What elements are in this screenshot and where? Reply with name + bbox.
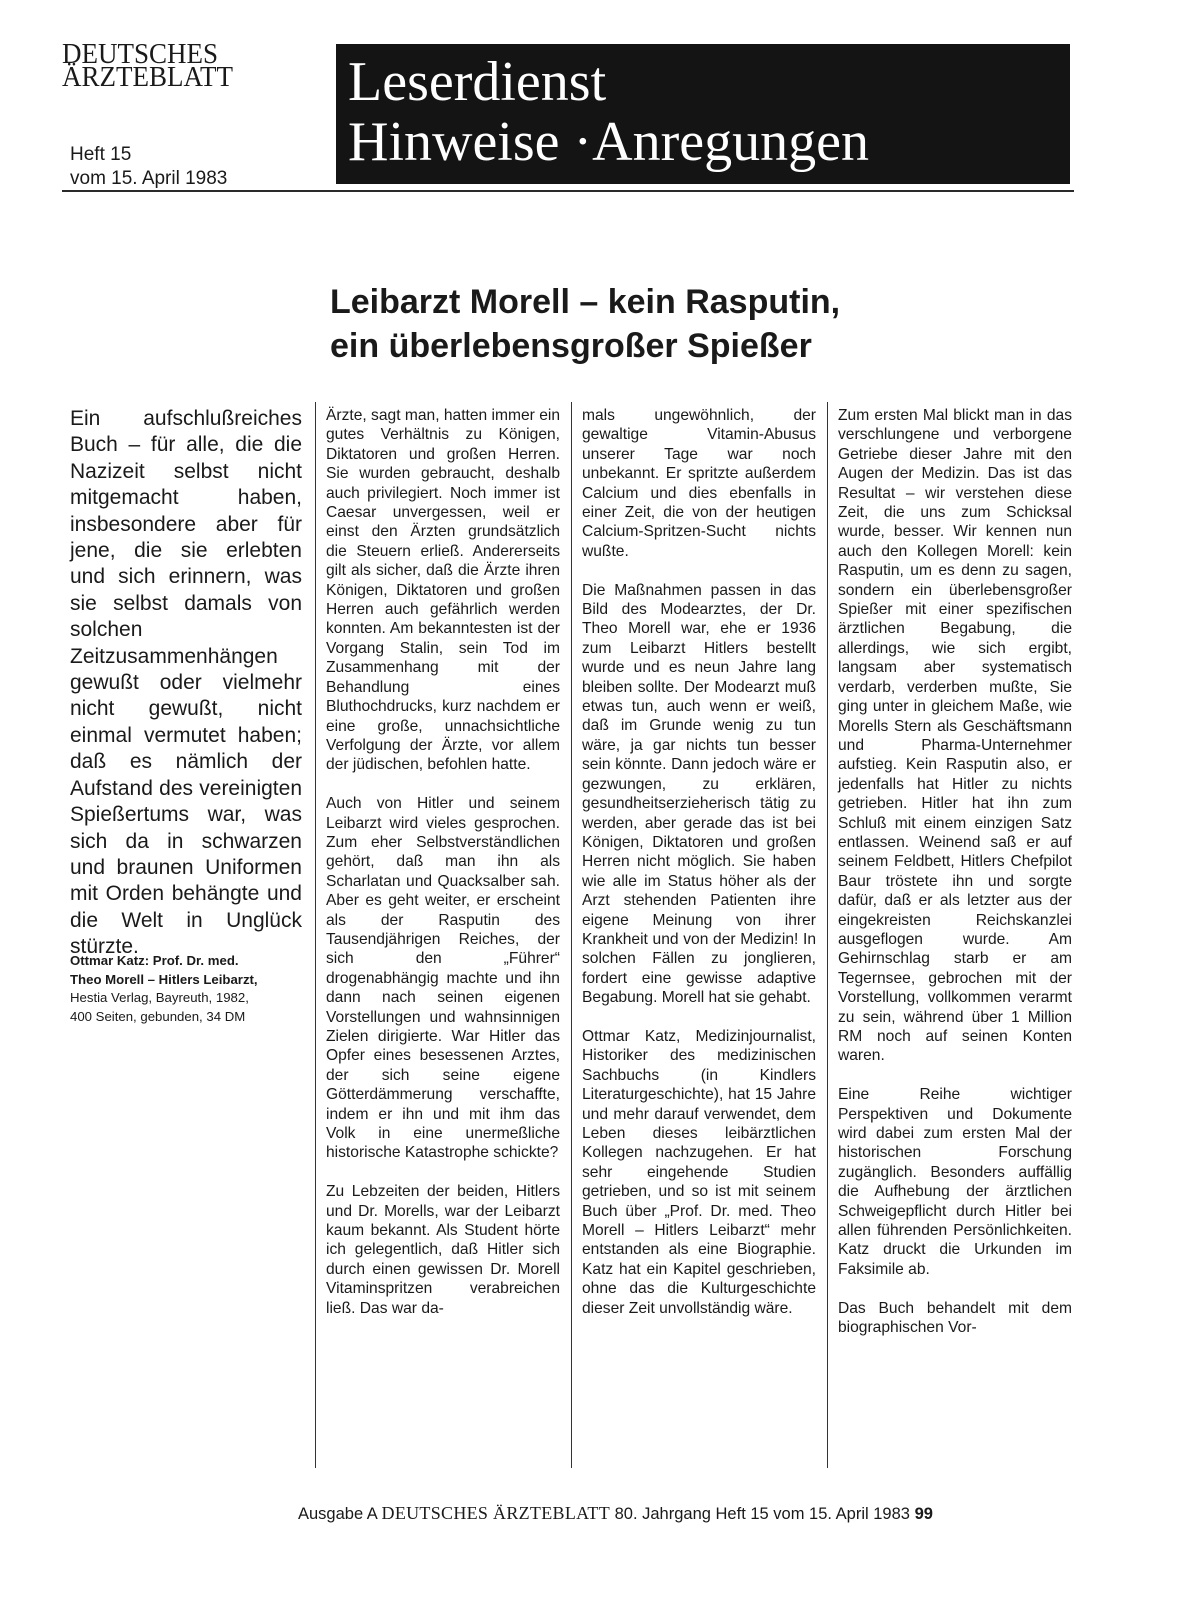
column-divider [571,402,572,1468]
paragraph: Zum ersten Mal blickt man in das verschlungene und verborgene Getriebe dieser Jahre mit den Augen der Medizin. Das ist das Resultat – wir verstehen diese Zeit, die uns zum Schicksal wurde, besser. Wir kennen nun auch den Kollegen Morell: kein Rasputin, um es denn zu sagen, sondern ein überlebensgroßer Spießer mit einer spezifischen ärztlichen Begabung, die allerdings, wie sich ergibt, langsam aber systematisch verdarb, verderben mußte, Sie ging unter in gleichem Maße, wie Morells Stern als Geschäftsmann und Pharma-Unternehmer aufstieg. Kein Rasputin also, er jedenfalls hat Hitler zu nichts getrieben. Hitler hat ihn zum Schluß mit einem einzigen Satz entlassen. Weinend saß er auf seinem Feldbett, Hitlers Chefpilot Baur tröstete ihn und sorgte dafür, daß er als letzter aus der eingekreisten Reichskanzlei ausgeflogen wurde. Am Gehirnschlag starb er am Tegernsee, gebrochen mit der Vorstellung, vollkommen verarmt zu sein, während über 1 Million RM noch auf seinen Konten waren. [838,407,1072,1065]
headline-line-1: Leibarzt Morell – kein Rasputin, [330,283,841,321]
reference-details: 400 Seiten, gebunden, 34 DM [70,1008,246,1024]
reference-publisher: Hestia Verlag, Bayreuth, 1982, [70,990,249,1005]
footer-volume: 80. Jahrgang Heft 15 vom 15. April 1983 [614,1505,910,1523]
book-reference [70,952,310,1026]
paragraph: Eine Reihe wichtiger Perspektiven und Dokumente wird dabei zum ersten Mal der historischen Forschung zugänglich. Besonders auffällig die Aufhebung der ärztlichen Schweigepflicht durch Hitler bei allen führenden Persönlichkeiten. Katz druckt die Urkunden im Faksimile ab. [838,1086,1072,1278]
paragraph: Ärzte, sagt man, hatten immer ein gutes Verhältnis zu Königen, Diktatoren und großen Herren. Sie wurden gebraucht, deshalb auch privilegiert. Noch immer ist Caesar unvergessen, weil er einst den Ärzten grundsätzlich die Steuern erließ. Andererseits gilt als sicher, daß die Ärzte ihren Königen, Diktatoren und großen Herren auch gefährlich werden konnten. Am bekanntesten ist der Vorgang Stalin, sein Tod im Zusammenhang mit der Behandlung eines Bluthochdrucks, kurz nachdem er eine große, unnachsichtliche Verfolgung der Ärzte, vor allem der jüdischen, befohlen hatte. [326,407,561,774]
column-divider [315,402,316,1468]
banner-subtitle: Hinweise ·Anregungen [348,111,869,173]
article-headline [330,280,1090,368]
article-column-3 [838,406,1072,1337]
footer-edition: Ausgabe A [298,1505,377,1523]
reference-book-title: Theo Morell – Hitlers Leibarzt, [70,971,258,987]
issue-number: Heft 15 [70,144,132,165]
paragraph: mals ungewöhnlich, der gewaltige Vitamin-Abusus unserer Tage war noch unbekannt. Er spritzte außerdem Calcium und dies ebenfalls in einer Zeit, die von der heutigen Calcium-Spritzen-Sucht nichts wußte. [582,407,816,560]
article-column-2 [582,406,816,1318]
page-footer [298,1502,1078,1525]
paragraph: Auch von Hitler und seinem Leibarzt wird vieles gesprochen. Zum eher Selbstverständlichen gehört, daß man ihn als Scharlatan und Quacksalber sah. Aber es geht weiter, er erscheint als der Rasputin des Tausendjährigen Reiches, der sich den „Führer“ drogenabhängig machte und ihn dann nach seinen eigenen Vorstellungen und wahnsinnigen Zielen dirigierte. War Hitler das Opfer eines besessenen Arztes, der sich seine eigene Götterdämmerung verschaffte, indem er ihn und mit ihm das Volk in eine unermeßliche historische Katastrophe schickte? [326,795,560,1162]
column-divider [827,402,828,1468]
article-column-1 [326,406,560,1318]
page-number: 99 [914,1505,933,1523]
article-intro [70,406,302,961]
paragraph: Zu Lebzeiten der beiden, Hitlers und Dr. Morells, war der Leibarzt kaum bekannt. Als Student hörte ich gelegentlich, daß Hitler sich durch einen gewissen Dr. Morell Vitaminspritzen verabreichen ließ. Das war da- [326,1183,560,1317]
masthead-line-2: ÄRZTEBLATT [62,60,233,93]
issue-date: vom 15. April 1983 [70,168,228,189]
paragraph: Ottmar Katz, Medizinjournalist, Historiker des medizinischen Sachbuchs (in Kindlers Literaturgeschichte), hat 15 Jahre und mehr darauf verwendet, dem Leben dieses leibärztlichen Kollegen nachzugehen. Er hat sehr eingehende Studien getrieben, und so ist mit seinem Buch über „Prof. Dr. med. Theo Morell – Hitlers Leibarzt“ mehr entstanden als eine Biographie. Katz hat ein Kapitel geschrieben, ohne das die Kulturgeschichte dieser Zeit unvollständig wäre. [582,1027,816,1317]
issue-info [70,143,227,191]
section-banner [336,44,1070,184]
reference-author-title: Ottmar Katz: Prof. Dr. med. [70,953,239,968]
intro-text: Ein aufschlußreiches Buch – für alle, die die Nazizeit selbst nicht mitgemacht haben, insbesondere aber für jene, die sie erlebten und sich erinnern, was sie selbst damals von solchen Zeitzusammenhängen gewußt oder vielmehr nicht gewußt, nicht einmal vermutet haben; daß es nämlich der Aufstand des vereinigten Spießertums war, was sich da in schwarzen und braunen Uniformen mit Orden behängte und die Welt in Unglück stürzte. [70,407,302,959]
headline-line-2: ein überlebensgroßer Spießer [330,327,812,365]
footer-journal: DEUTSCHES ÄRZTEBLATT [381,1503,611,1523]
paragraph: Die Maßnahmen passen in das Bild des Modearztes, der Dr. Theo Morell war, ehe er 1936 zum Leibarzt Hitlers bestellt wurde und es neun Jahre lang bleiben sollte. Der Modearzt muß etwas tun, auch wenn er weiß, daß im Grunde wenig zu tun wäre, ja gar nichts tun besser sein könnte. Dann jedoch wäre er gezwungen, zu erklären, gesundheitserzieherisch tätig zu werden, aber gerade das ist bei Königen, Diktatoren und großen Herren nicht möglich. Sie haben wie alle im Status höher als der Arzt stehenden Patienten ihre eigene Meinung von ihrer Krankheit und von der Medizin! In solchen Fällen zu jonglieren, fordert eine gewisse adaptive Begabung. Morell hat sie gehabt. [582,581,816,1007]
header-rule [62,190,1074,192]
paragraph: Das Buch behandelt mit dem biographischen Vor- [838,1299,1072,1337]
journal-masthead [62,37,302,93]
banner-title: Leserdienst [348,51,607,113]
masthead-line-1: DEUTSCHES [62,37,219,70]
